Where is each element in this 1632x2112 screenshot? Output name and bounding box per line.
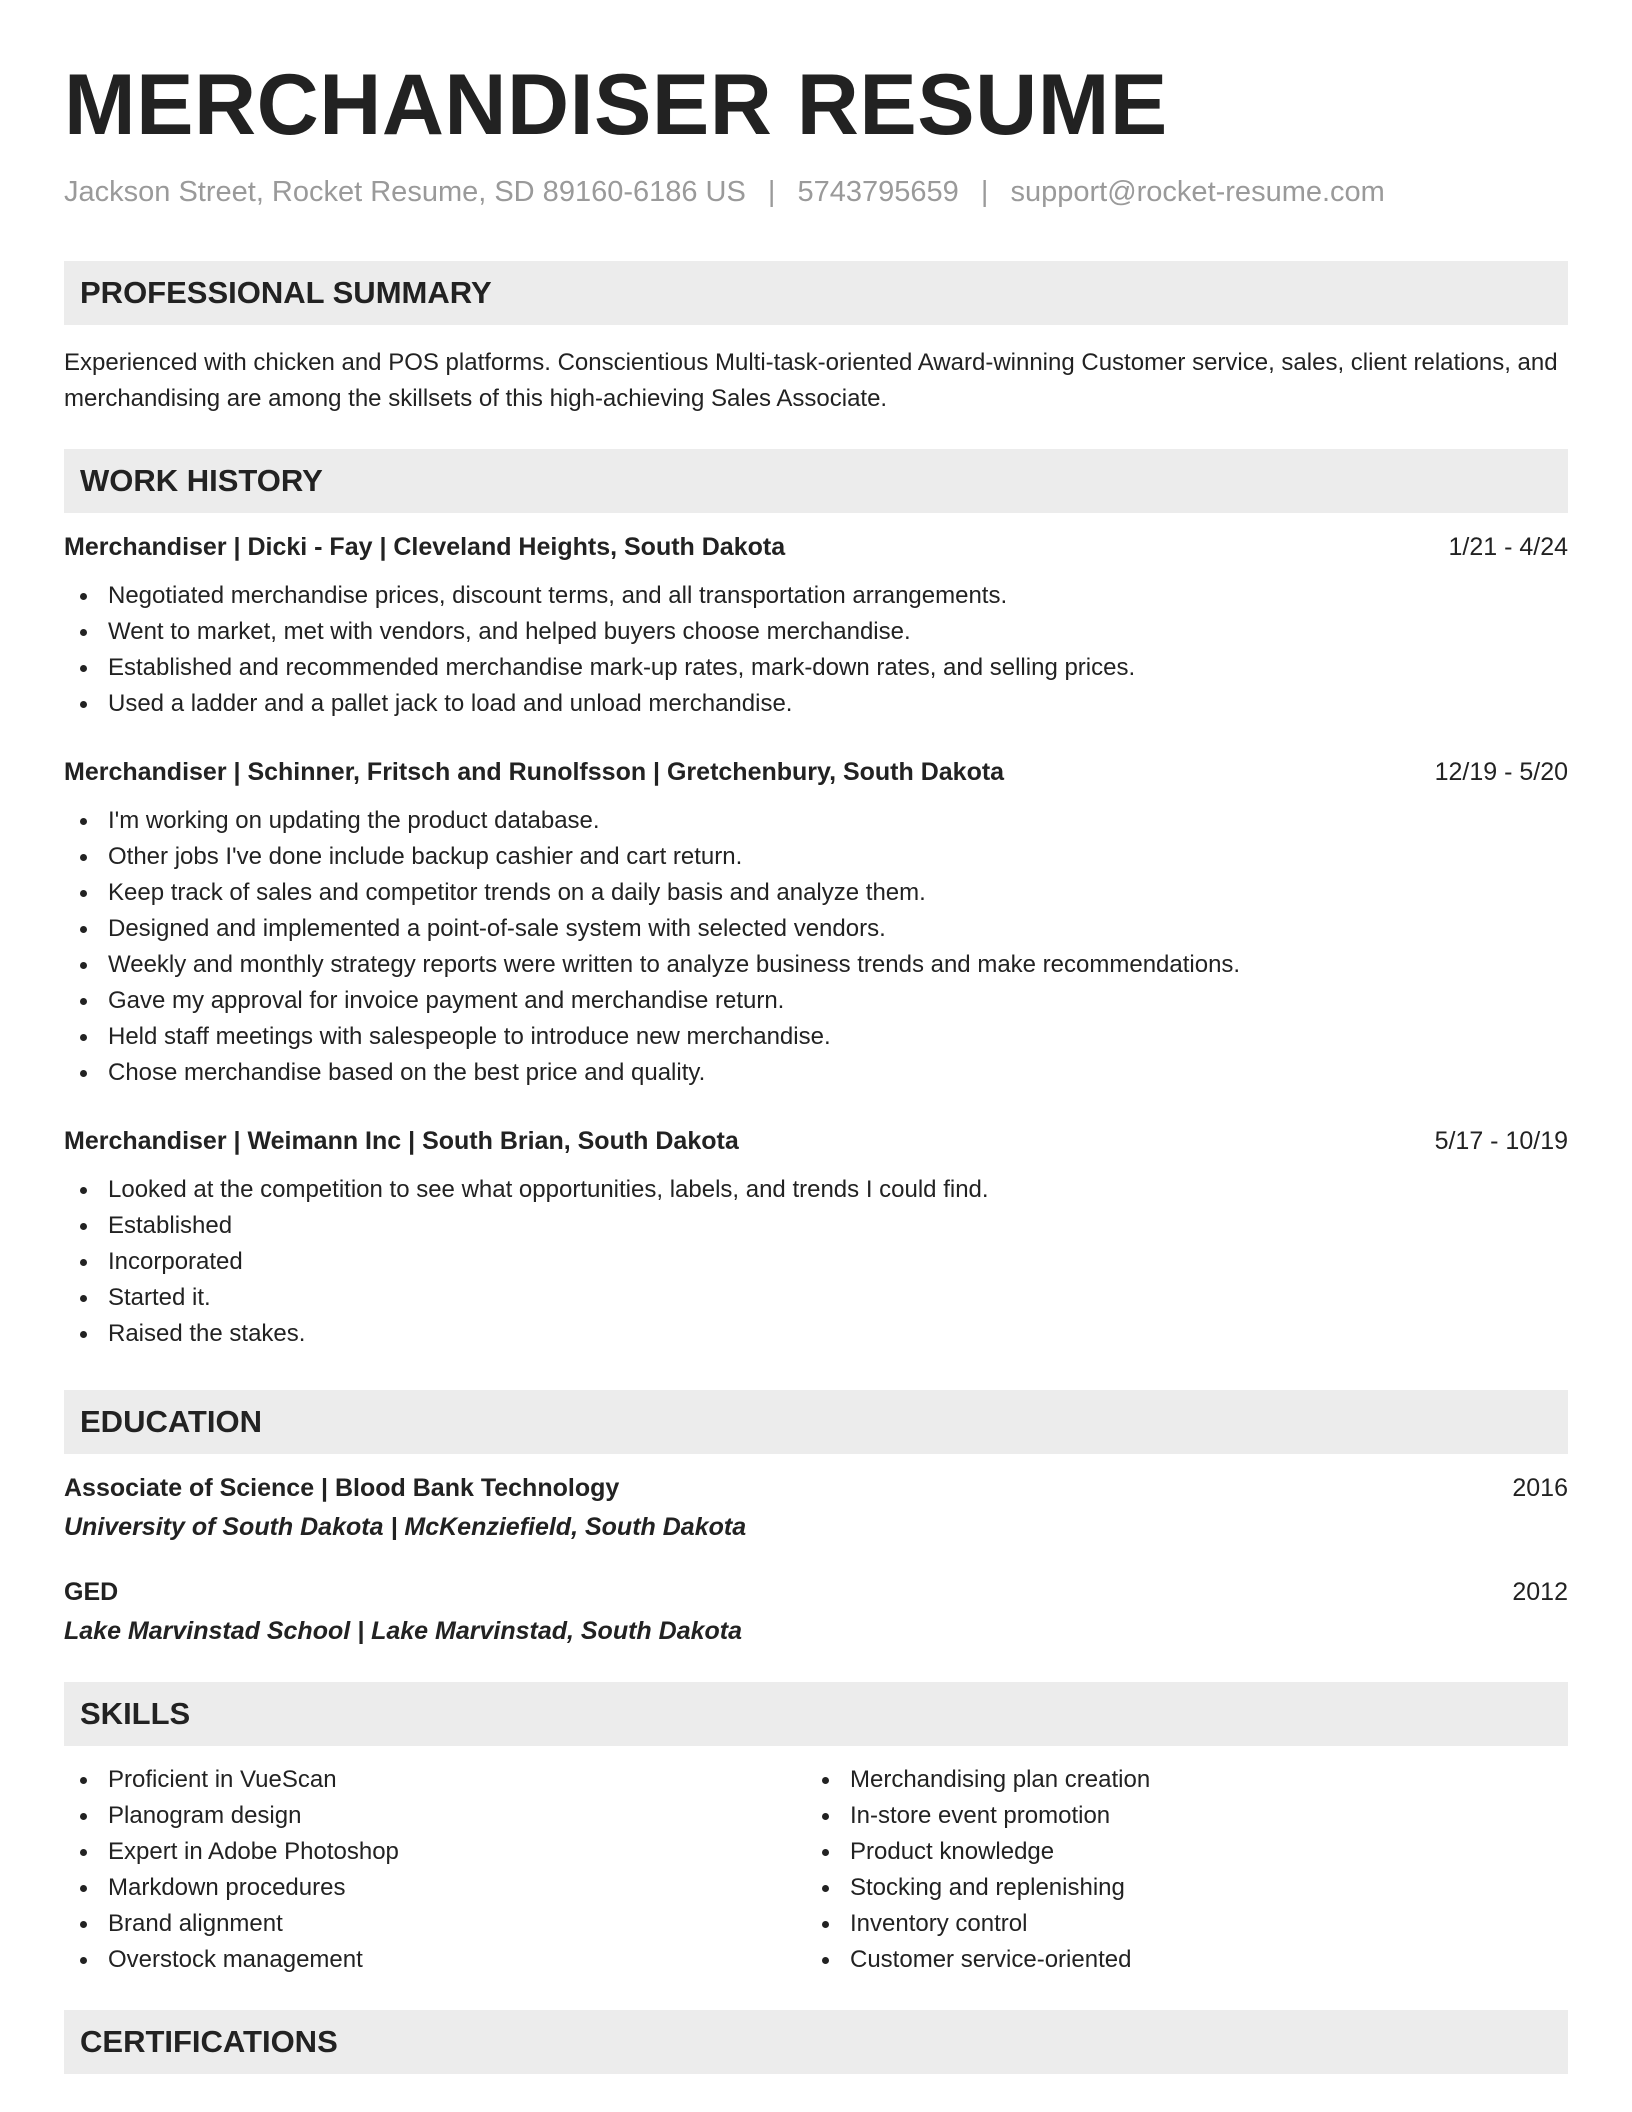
list-item: Inventory control [806,1906,1548,1942]
skills-column-left [64,1762,806,1978]
list-item: Chose merchandise based on the best price and quality. [64,1055,1568,1091]
contact-separator: | [767,176,776,208]
education-degree: GED [64,1578,119,1606]
job-header [64,1127,1568,1156]
list-item: Negotiated merchandise prices, discount terms, and all transportation arrangements. [64,578,1568,614]
list-item: Established and recommended merchandise mark-up rates, mark-down rates, and selling prices. [64,650,1568,686]
job-bullets [64,1172,1568,1352]
list-item: I'm working on updating the product database. [64,803,1568,839]
list-item: Other jobs I've done include backup cashier and cart return. [64,839,1568,875]
education-degree: Associate of Science | Blood Bank Technology [64,1474,620,1502]
education-header [64,1474,1568,1503]
list-item: Started it. [64,1280,1568,1316]
job-title: Merchandiser | Schinner, Fritsch and Runolfsson | Gretchenbury, South Dakota [64,758,1005,786]
section-header-summary: PROFESSIONAL SUMMARY [64,261,1568,325]
education-institution: Lake Marvinstad School | Lake Marvinstad, South Dakota [64,1617,743,1645]
education-header [64,1578,1568,1607]
job-header [64,533,1568,562]
job-dates: 12/19 - 5/20 [1434,758,1568,786]
education-entry [64,1578,1568,1646]
list-item: Raised the stakes. [64,1316,1568,1352]
list-item: Brand alignment [64,1906,806,1942]
list-item: Stocking and replenishing [806,1870,1548,1906]
list-item: Merchandising plan creation [806,1762,1548,1798]
education-year: 2012 [1512,1578,1568,1606]
education-year: 2016 [1512,1474,1568,1502]
list-item: Designed and implemented a point-of-sale system with selected vendors. [64,911,1568,947]
education-entry [64,1474,1568,1542]
contact-phone: 5743795659 [797,176,959,208]
list-item: Overstock management [64,1942,806,1978]
list-item: In-store event promotion [806,1798,1548,1834]
section-header-skills: SKILLS [64,1682,1568,1746]
job-dates: 5/17 - 10/19 [1434,1127,1568,1155]
page-title: MERCHANDISER RESUME [64,57,1168,153]
contact-line [64,176,1568,209]
contact-address: Jackson Street, Rocket Resume, SD 89160-6186 US [64,176,746,208]
job-entry [64,1127,1568,1352]
job-header [64,758,1568,787]
list-item: Gave my approval for invoice payment and merchandise return. [64,983,1568,1019]
job-dates: 1/21 - 4/24 [1448,533,1568,561]
list-item: Used a ladder and a pallet jack to load and unload merchandise. [64,686,1568,722]
job-title: Merchandiser | Dicki - Fay | Cleveland Heights, South Dakota [64,533,786,561]
list-item: Customer service-oriented [806,1942,1548,1978]
section-header-certifications: CERTIFICATIONS [64,2010,1568,2074]
job-entry [64,758,1568,1091]
list-item: Product knowledge [806,1834,1548,1870]
contact-email: support@rocket-resume.com [1010,176,1385,208]
list-item: Established [64,1208,1568,1244]
list-item: Went to market, met with vendors, and helped buyers choose merchandise. [64,614,1568,650]
education-institution: University of South Dakota | McKenziefield, South Dakota [64,1513,747,1541]
list-item: Incorporated [64,1244,1568,1280]
list-item: Keep track of sales and competitor trends on a daily basis and analyze them. [64,875,1568,911]
list-item: Planogram design [64,1798,806,1834]
job-entry [64,533,1568,722]
summary-text: Experienced with chicken and POS platforms. Conscientious Multi-task-oriented Award-winning Customer service, sales, client relations, and merchandising are among the skillsets of this high-achieving Sales Associate. [64,349,1558,412]
contact-separator: | [980,176,989,208]
section-header-education: EDUCATION [64,1390,1568,1454]
job-title: Merchandiser | Weimann Inc | South Brian, South Dakota [64,1127,739,1155]
job-bullets [64,578,1568,722]
list-item: Held staff meetings with salespeople to introduce new merchandise. [64,1019,1568,1055]
skills-grid [64,1762,1568,1978]
section-header-work-history: WORK HISTORY [64,449,1568,513]
skills-column-right [806,1762,1548,1978]
list-item: Markdown procedures [64,1870,806,1906]
list-item: Looked at the competition to see what opportunities, labels, and trends I could find. [64,1172,1568,1208]
list-item: Expert in Adobe Photoshop [64,1834,806,1870]
list-item: Weekly and monthly strategy reports were written to analyze business trends and make recommendations. [64,947,1568,983]
job-bullets [64,803,1568,1091]
list-item: Proficient in VueScan [64,1762,806,1798]
